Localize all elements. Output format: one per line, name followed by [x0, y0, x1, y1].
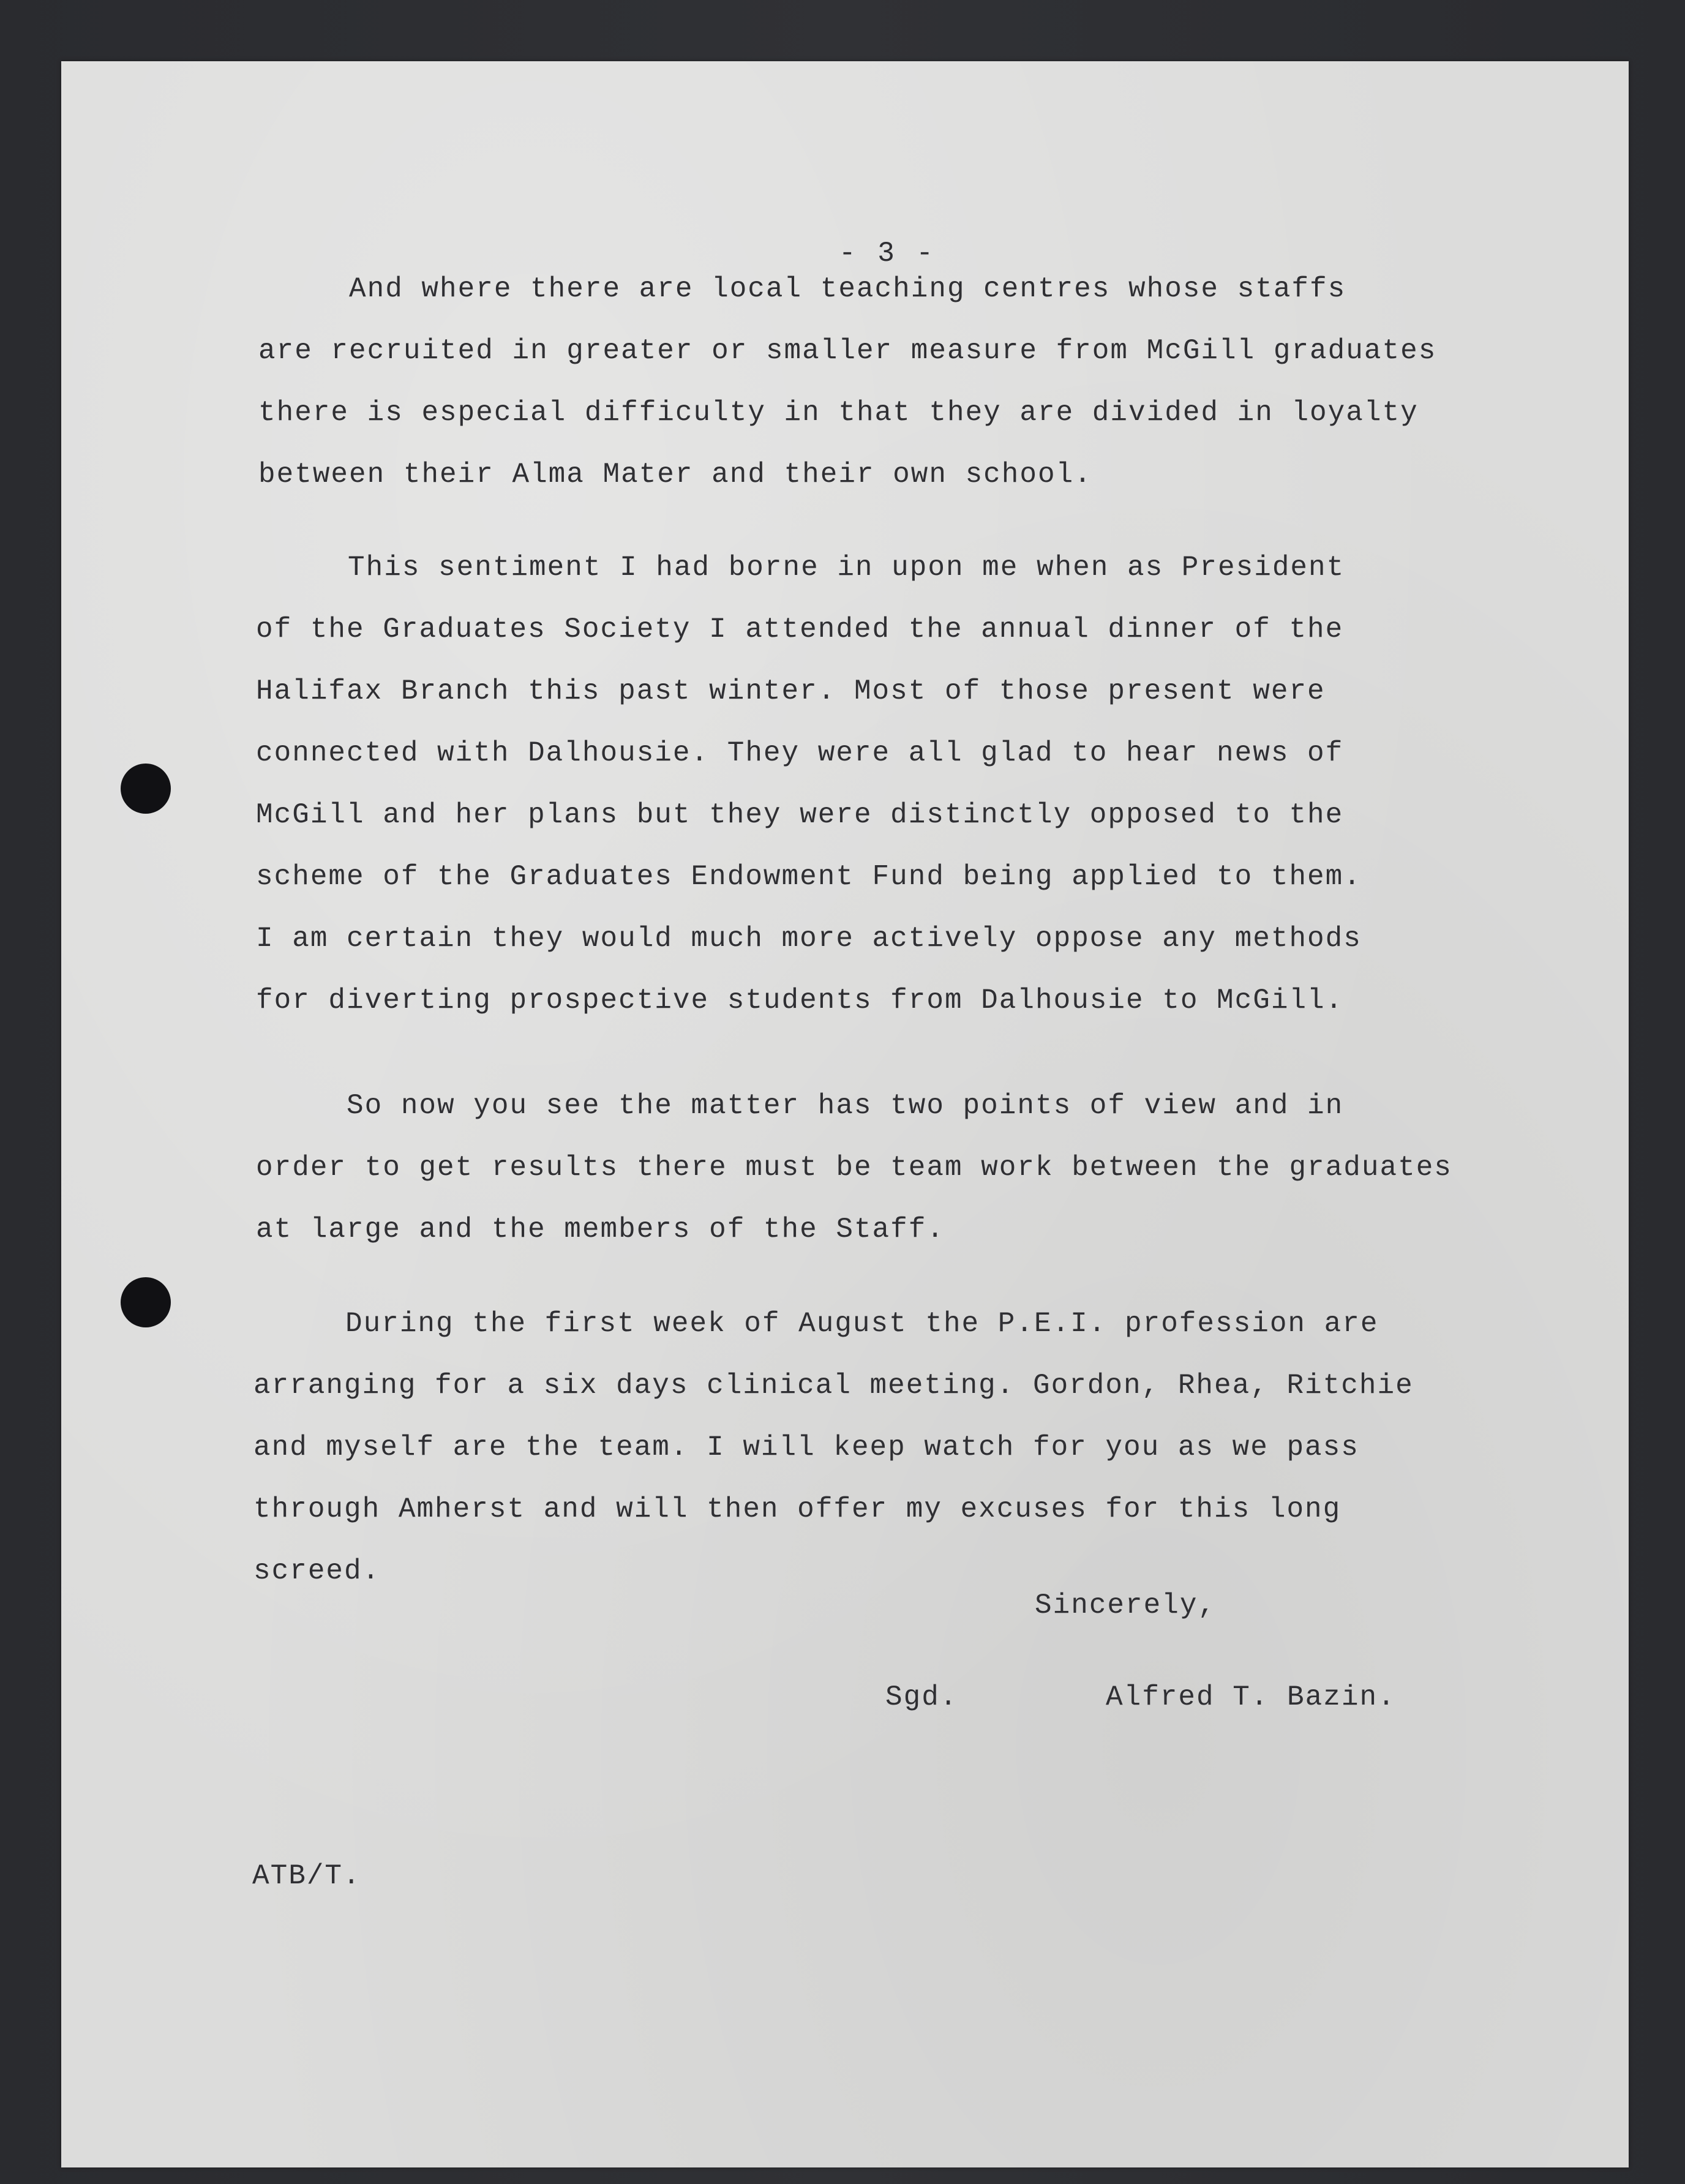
page-number: - 3 - — [839, 238, 936, 269]
reference-initials: ATB/T. — [252, 1860, 361, 1892]
paragraph-line: connected with Dalhousie. They were all glad to hear news of — [256, 737, 1344, 769]
paragraph-line: During the first week of August the P.E.I. profession are — [345, 1308, 1379, 1340]
paragraph-line: order to get results there must be team work between the graduates — [256, 1152, 1452, 1184]
paragraph-1 — [258, 258, 1436, 506]
paragraph-line: And where there are local teaching centres whose staffs — [349, 273, 1346, 305]
paragraph-line: I am certain they would much more actively oppose any methods — [256, 923, 1362, 955]
paragraph-2 — [256, 537, 1362, 1032]
paragraph-line: screed. — [253, 1555, 381, 1587]
letter-page — [61, 61, 1629, 2167]
paragraph-line: scheme of the Graduates Endowment Fund being applied to them. — [256, 861, 1362, 893]
paragraph-line: Halifax Branch this past winter. Most of those present were — [256, 675, 1326, 707]
paragraph-line: for diverting prospective students from Dalhousie to McGill. — [256, 985, 1344, 1016]
punch-hole-lower — [121, 1277, 171, 1327]
paragraph-line: there is especial difficulty in that they are divided in loyalty — [258, 397, 1419, 429]
signature-prefix: Sgd. — [885, 1681, 958, 1713]
paragraph-line: This sentiment I had borne in upon me when as President — [348, 552, 1345, 584]
paragraph-line: arranging for a six days clinical meeting. Gordon, Rhea, Ritchie — [253, 1370, 1414, 1402]
paragraph-line: at large and the members of the Staff. — [256, 1214, 945, 1245]
paragraph-line: So now you see the matter has two points of view and in — [347, 1090, 1344, 1122]
paragraph-3 — [256, 1075, 1452, 1261]
paragraph-line: McGill and her plans but they were distinctly opposed to the — [256, 799, 1344, 831]
paragraph-line: and myself are the team. I will keep watch for you as we pass — [253, 1432, 1359, 1463]
paragraph-line: are recruited in greater or smaller measure from McGill graduates — [258, 335, 1437, 367]
paragraph-line: between their Alma Mater and their own school. — [258, 459, 1092, 490]
closing: Sincerely, — [1035, 1589, 1217, 1621]
punch-hole-upper — [121, 764, 171, 814]
paragraph-line: of the Graduates Society I attended the annual dinner of the — [256, 614, 1344, 645]
paragraph-line: through Amherst and will then offer my excuses for this long — [253, 1493, 1342, 1525]
signature-name: Alfred T. Bazin. — [1106, 1681, 1396, 1713]
paragraph-4 — [253, 1293, 1414, 1602]
